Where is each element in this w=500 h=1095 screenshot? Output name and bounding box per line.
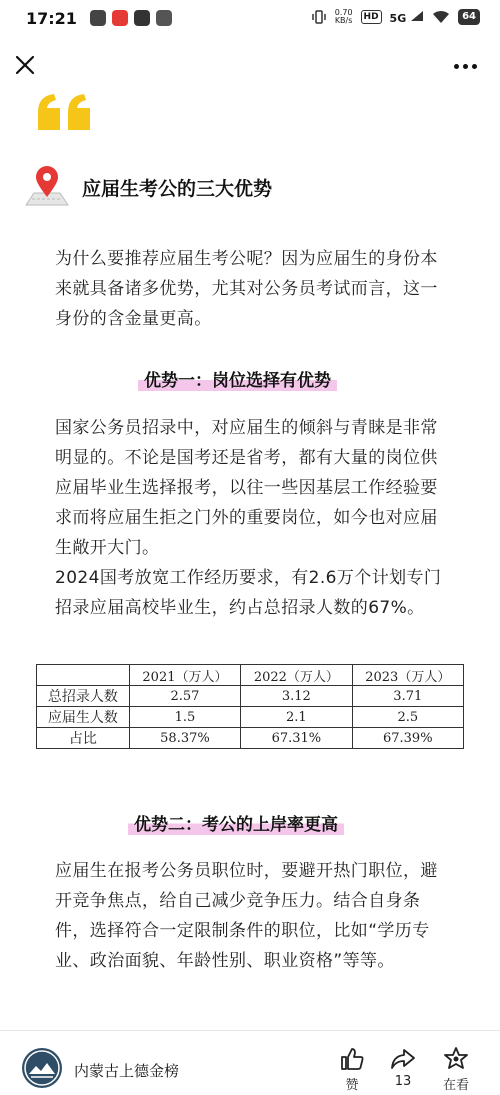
- vibrate-icon: [311, 10, 327, 24]
- section2-paragraph-1: 应届生在报考公务员职位时，要避开热门职位，避开竞争焦点，给自己减少竞争压力。结合自身条件，选择符合一定限制条件的职位，比如“学历专业、政治面貌、年龄性别、职业资格”等等。: [55, 861, 438, 971]
- table-cell: 58.37%: [129, 728, 240, 749]
- section2-heading: [128, 810, 344, 835]
- table-header-cell: 2023（万人）: [352, 665, 463, 686]
- table-row-label: 总招录人数: [37, 686, 130, 707]
- table-row-label: 应届生人数: [37, 707, 130, 728]
- watching-button[interactable]: [436, 1046, 476, 1093]
- network-speed-value: 0.70: [334, 8, 353, 17]
- avatar-landscape-icon: [22, 1048, 62, 1088]
- table-row-label: 占比: [37, 728, 130, 749]
- watching-label: 在看: [442, 1078, 469, 1093]
- wifi-icon: [432, 10, 450, 24]
- hd-badge: HD: [361, 10, 382, 24]
- like-label: 赞: [345, 1078, 359, 1093]
- section1-paragraph-2: 2024国考放宽工作经历要求，有2.6万个计划专门招录应届高校毕业生，约占总招录人数的67%。: [55, 568, 442, 618]
- author-avatar[interactable]: [22, 1048, 62, 1088]
- signal-bars-icon: [410, 10, 424, 22]
- recruitment-table: [36, 664, 464, 749]
- network-speed-unit: KB/s: [334, 16, 353, 25]
- more-dot: [463, 64, 468, 69]
- table-cell: 3.12: [241, 686, 352, 707]
- table-row: [37, 728, 464, 749]
- notification-app-icon-2: [112, 10, 128, 26]
- table-header-cell: 2021（万人）: [129, 665, 240, 686]
- article-title: 应届生考公的三大优势: [82, 178, 273, 200]
- bottom-divider: [0, 1030, 500, 1031]
- status-time: 17:21: [26, 9, 77, 28]
- share-button[interactable]: [383, 1046, 423, 1089]
- notification-app-icon-4: [156, 10, 172, 26]
- map-pin-icon: [24, 165, 70, 207]
- author-name[interactable]: 内蒙古上德金榜: [74, 1062, 180, 1080]
- status-indicators: [311, 9, 480, 25]
- more-icon[interactable]: [454, 56, 480, 76]
- table-row: [37, 686, 464, 707]
- table-header-cell: [37, 665, 130, 686]
- more-dot: [454, 64, 459, 69]
- table-cell: 1.5: [129, 707, 240, 728]
- like-button[interactable]: [332, 1046, 372, 1093]
- status-bar: [0, 0, 500, 36]
- table-header-row: [37, 665, 464, 686]
- close-icon[interactable]: [12, 52, 38, 78]
- watching-star-icon: [443, 1046, 469, 1072]
- notification-app-icon-1: [90, 10, 106, 26]
- table-cell: 2.1: [241, 707, 352, 728]
- intro-paragraph: 为什么要推荐应届生考公呢？因为应届生的身份本来就具备诸多优势，尤其对公务员考试而言，这一身份的含金量更高。: [55, 249, 438, 329]
- thumbs-up-icon: [339, 1046, 365, 1072]
- network-speed: [335, 9, 353, 25]
- table-cell: 67.31%: [241, 728, 352, 749]
- battery-indicator: 64: [458, 9, 480, 25]
- section1-heading: [138, 366, 337, 391]
- notification-app-icon-3: [134, 10, 150, 26]
- status-app-icons: [90, 10, 172, 26]
- table-cell: 2.5: [352, 707, 463, 728]
- signal-5g: [390, 10, 425, 25]
- table-row: [37, 707, 464, 728]
- more-dot: [472, 64, 477, 69]
- section1-heading-text: 优势一：岗位选择有优势: [138, 366, 337, 391]
- section2-heading-text: 优势二：考公的上岸率更高: [128, 810, 344, 835]
- quote-icon: [34, 92, 96, 132]
- signal-label: 5G: [389, 11, 407, 25]
- table-cell: 67.39%: [352, 728, 463, 749]
- share-count: 13: [394, 1074, 412, 1089]
- section1-paragraph-1: 国家公务员招录中，对应届生的倾斜与青睐是非常明显的。不论是国考还是省考，都有大量的岗位供应届毕业生选择报考，以往一些因基层工作经验要求而将应届生拒之门外的重要岗位，如今也对应届生敞开大门。: [55, 418, 438, 558]
- table-cell: 2.57: [129, 686, 240, 707]
- table-header-cell: 2022（万人）: [241, 665, 352, 686]
- share-arrow-icon: [390, 1046, 416, 1072]
- table-cell: 3.71: [352, 686, 463, 707]
